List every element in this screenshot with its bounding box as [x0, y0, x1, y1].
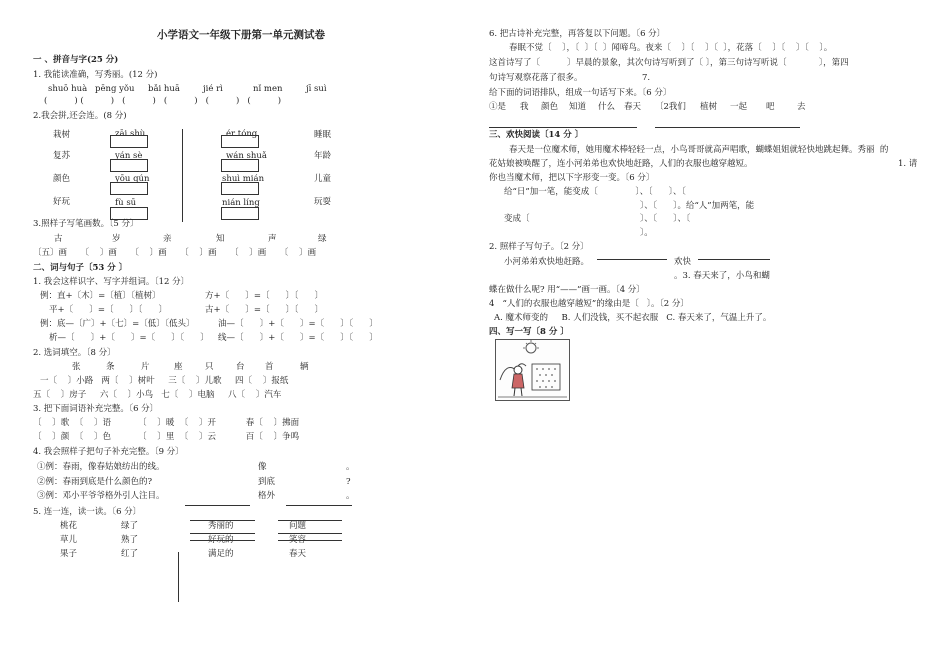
- char-transform-line[interactable]: 〕、〔 〕。给“人”加两笔，能: [640, 201, 755, 211]
- order-word: 春天: [624, 102, 642, 112]
- answer-line: [190, 533, 255, 534]
- children-planting-picture: [496, 340, 569, 400]
- link-item[interactable]: 好玩的: [208, 535, 234, 545]
- q1-1-prompt: 1. 我能读准确，写秀丽。(12 分): [33, 70, 158, 80]
- measure-word: 张: [72, 362, 81, 372]
- match-pinyin: yán sè: [115, 151, 143, 161]
- page-title: 小学语文一年级下册第一单元测试卷: [157, 29, 325, 41]
- sentence-keyword: 像: [258, 462, 267, 472]
- reading-passage: 春天是一位魔术师，她用魔术棒轻轻一点，小鸟哥哥就高声唱歌，蝴蝶姐姐就轻快地跳起舞。秀丽 的: [509, 145, 889, 155]
- sentence-example: ①例：春雨，像春姑娘纺出的线。: [37, 462, 165, 472]
- link-item[interactable]: 红了: [121, 549, 139, 559]
- pinyin-box[interactable]: [221, 135, 259, 148]
- link-item[interactable]: 果子: [60, 549, 78, 559]
- char-formula[interactable]: 析—〔 〕+〔 〕=〔 〕〔 〕: [49, 333, 209, 343]
- section-2-heading: 二、词与句子〔53 分 〕: [33, 263, 128, 273]
- match-word: 好玩: [53, 197, 71, 207]
- order-word: 植树: [700, 102, 718, 112]
- answer-line: [190, 520, 255, 521]
- link-item[interactable]: 绿了: [121, 521, 139, 531]
- divider: [182, 129, 183, 222]
- match-word: 睡眠: [314, 130, 332, 140]
- measure-fill-row[interactable]: 五〔 〕房子 六〔 〕小鸟 七〔 〕电脑 八〔 〕汽车: [33, 390, 282, 400]
- q2-2-prompt: 2. 选词填空。〔8 分〕: [33, 348, 116, 358]
- char-formula[interactable]: 古+〔 〕=〔 〕〔 〕: [205, 305, 324, 315]
- measure-word: 只: [205, 362, 214, 372]
- match-pinyin: shuì mián: [222, 174, 265, 184]
- match-word: 玩耍: [314, 197, 332, 207]
- reading-q4-prompt: 4 “人们的衣服也越穿越短”的缘由是〔 〕。〔2 分〕: [489, 299, 689, 309]
- sentence-end: 。: [346, 462, 355, 472]
- match-pinyin: nián líng: [222, 198, 260, 208]
- pinyin: bǎi huā: [148, 84, 180, 94]
- link-item[interactable]: 草儿: [60, 535, 78, 545]
- stroke-char: 古: [54, 234, 63, 244]
- char-transform-label: 变成〔: [504, 214, 530, 224]
- stroke-char: 岁: [112, 234, 121, 244]
- link-item[interactable]: 满足的: [208, 549, 234, 559]
- stroke-char: 知: [216, 234, 225, 244]
- match-pinyin: wán shuǎ: [226, 151, 267, 161]
- measure-word: 座: [174, 362, 183, 372]
- poem-question: 句诗写观察花落了很多。 7.: [489, 73, 651, 83]
- q2-4-prompt: 4. 我会照样子把句子补充完整。〔9 分〕: [33, 447, 184, 457]
- measure-word: 条: [106, 362, 115, 372]
- match-word: 栽树: [53, 130, 71, 140]
- poem-question[interactable]: 这首诗写了〔 〕早晨的景象，其次句诗写听到了〔 〕，第三句诗写听说〔 〕，第四: [489, 58, 849, 68]
- match-pinyin: fù sū: [115, 198, 137, 208]
- char-transform-line[interactable]: 给“日”加一笔，能变成〔 〕、〔 〕、〔: [504, 187, 686, 197]
- pinyin-box[interactable]: [221, 207, 259, 220]
- match-pinyin: yōu qún: [115, 174, 150, 184]
- sentence-example: ③例：邓小平爷爷格外引人注目。: [37, 491, 165, 501]
- match-word: 年龄: [314, 151, 332, 161]
- answer-line[interactable]: [185, 505, 250, 506]
- order-word: ①是: [489, 102, 507, 112]
- match-word: 颜色: [53, 174, 71, 184]
- writing-illustration: [495, 339, 570, 401]
- order-word: 一起: [730, 102, 748, 112]
- measure-word: 首: [265, 362, 274, 372]
- word-completion-row[interactable]: 〔 〕歌 〔 〕语 〔 〕暖 〔 〕开 春〔 〕拂面: [33, 418, 300, 428]
- sentence-keyword: 到底: [258, 477, 276, 487]
- order-word: 吧: [766, 102, 775, 112]
- pinyin-box[interactable]: [110, 182, 148, 195]
- reading-q1-number: 1. 请: [898, 159, 918, 169]
- pinyin-answer-blanks[interactable]: ( ) ( ) ( ) ( ) ( ) ( ): [44, 96, 282, 106]
- order-word: 知道: [569, 102, 587, 112]
- match-pinyin: zāi shù: [115, 129, 146, 139]
- section-4-heading: 四、写一写〔8 分 〕: [489, 327, 569, 337]
- pinyin: nǐ men: [253, 84, 283, 94]
- q6-prompt: 6. 把古诗补充完整，再答复以下问题。〔6 分〕: [489, 29, 666, 39]
- order-word: 颜色: [541, 102, 559, 112]
- order-word: 我: [520, 102, 529, 112]
- char-formula[interactable]: 方+〔 〕=〔 〕〔 〕: [205, 291, 324, 301]
- link-item[interactable]: 春天: [289, 549, 307, 559]
- answer-line: [278, 533, 342, 534]
- sentence-example: ②例：春雨到底是什么颜色的?: [37, 477, 153, 487]
- sentence-end: 。: [346, 491, 355, 501]
- stroke-char: 亲: [163, 234, 172, 244]
- sentence-end: ?: [346, 477, 351, 487]
- answer-line[interactable]: [597, 259, 667, 260]
- answer-line[interactable]: [286, 505, 352, 506]
- pinyin-box[interactable]: [110, 135, 148, 148]
- pinyin: shuō huà: [48, 84, 88, 94]
- match-word: 复苏: [53, 151, 71, 161]
- divider: [178, 552, 179, 602]
- pinyin-box[interactable]: [221, 159, 259, 172]
- answer-line[interactable]: [655, 127, 800, 128]
- pinyin-box[interactable]: [221, 182, 259, 195]
- answer-line[interactable]: [489, 127, 637, 128]
- reading-passage: 花姑娘被唤醒了，连小河弟弟也欢快地赶路，人们的衣服也越穿越短。: [489, 159, 753, 169]
- link-item[interactable]: 熟了: [121, 535, 139, 545]
- link-item[interactable]: 桃花: [60, 521, 78, 531]
- pinyin: jī suì: [306, 84, 327, 94]
- answer-line: [278, 520, 342, 521]
- answer-line[interactable]: [698, 259, 770, 260]
- reading-q1-prompt: 你也当魔术师，把以下字形变一变。〔6 分〕: [489, 173, 655, 183]
- poem-line[interactable]: 春眠不觉〔 〕，〔 〕〔 〕闻啼鸟。夜来〔 〕〔 〕〔 〕，花落〔 〕〔 〕〔 〕。: [509, 43, 833, 53]
- q2-3-prompt: 3. 把下面词语补充完整。〔6 分〕: [33, 404, 159, 414]
- pinyin: jié rì: [203, 84, 223, 94]
- reading-q4-options[interactable]: A. 魔术师变的 B. 人们没钱，买不起衣服 C. 春天来了，气温上升了。: [494, 313, 772, 323]
- answer-line: [190, 540, 255, 541]
- measure-word: 台: [236, 362, 245, 372]
- link-item[interactable]: 秀丽的: [208, 521, 234, 531]
- sentence-keyword: 格外: [258, 491, 276, 501]
- pinyin: pēng yǒu: [95, 84, 135, 94]
- stroke-char: 声: [268, 234, 277, 244]
- stroke-char: 绿: [318, 234, 327, 244]
- reading-q3-prompt: 蝶在做什么呢? 用“——”画一画。〔4 分〕: [489, 285, 645, 295]
- char-transform-line[interactable]: 〕。: [640, 228, 653, 238]
- q7-prompt: 给下面的词语排队，组成一句话写下来。〔6 分〕: [489, 88, 672, 98]
- sentence-example: 小河弟弟欢快地赶路。: [504, 257, 590, 267]
- link-item[interactable]: 笑容: [289, 535, 307, 545]
- reading-q3-prompt: 。3. 春天来了，小鸟和蝴: [674, 271, 770, 281]
- measure-fill-row[interactable]: 一〔 〕小路 两〔 〕树叶 三〔 〕儿歌 四〔 〕报纸: [40, 376, 289, 386]
- char-transform-line[interactable]: 〕、〔 〕、〔: [640, 214, 691, 224]
- char-formula-example: 例：直+〔木〕=〔植〕〔植树〕: [40, 291, 161, 301]
- char-formula-example: 例：底—〔广〕+〔七〕=〔低〕〔低头〕: [40, 319, 195, 329]
- section-1-heading: 一 、拼音与字(25 分): [33, 55, 119, 65]
- match-pinyin: ér tóng: [226, 129, 258, 139]
- match-word: 儿童: [314, 174, 332, 184]
- char-formula[interactable]: 线—〔 〕+〔 〕=〔 〕〔 〕: [218, 333, 378, 343]
- q1-3-prompt: 3.照样子写笔画数。〔5 分〕: [33, 219, 139, 229]
- q1-2-prompt: 2.我会拼,还会连。(8 分): [33, 111, 127, 121]
- order-word: 去: [797, 102, 806, 112]
- measure-word: 辆: [300, 362, 309, 372]
- answer-line: [278, 540, 342, 541]
- q2-5-prompt: 5. 连一连，读一读。〔6 分〕: [33, 507, 142, 517]
- sentence-keyword: 欢快: [674, 257, 692, 267]
- order-word: 什么: [598, 102, 616, 112]
- pinyin-box[interactable]: [110, 159, 148, 172]
- stroke-count-blanks[interactable]: 〔五〕画 〔 〕画 〔 〕画 〔 〕画 〔 〕画 〔 〕画: [33, 248, 317, 258]
- measure-word: 片: [141, 362, 150, 372]
- word-completion-row[interactable]: 〔 〕颜 〔 〕色 〔 〕里 〔 〕云 百〔 〕争鸣: [33, 432, 300, 442]
- link-item[interactable]: 问题: [289, 521, 307, 531]
- reading-q2-prompt: 2. 照样子写句子。〔2 分〕: [489, 242, 589, 252]
- section-3-heading: 三、欢快阅读〔14 分 〕: [489, 130, 584, 140]
- q2-1-prompt: 1. 我会这样识字、写字并组词。〔12 分〕: [33, 277, 190, 287]
- char-formula[interactable]: 油—〔 〕+〔 〕=〔 〕〔 〕: [218, 319, 378, 329]
- char-formula[interactable]: 平+〔 〕=〔 〕〔 〕: [49, 305, 168, 315]
- order-word: 〔2我们: [655, 102, 686, 112]
